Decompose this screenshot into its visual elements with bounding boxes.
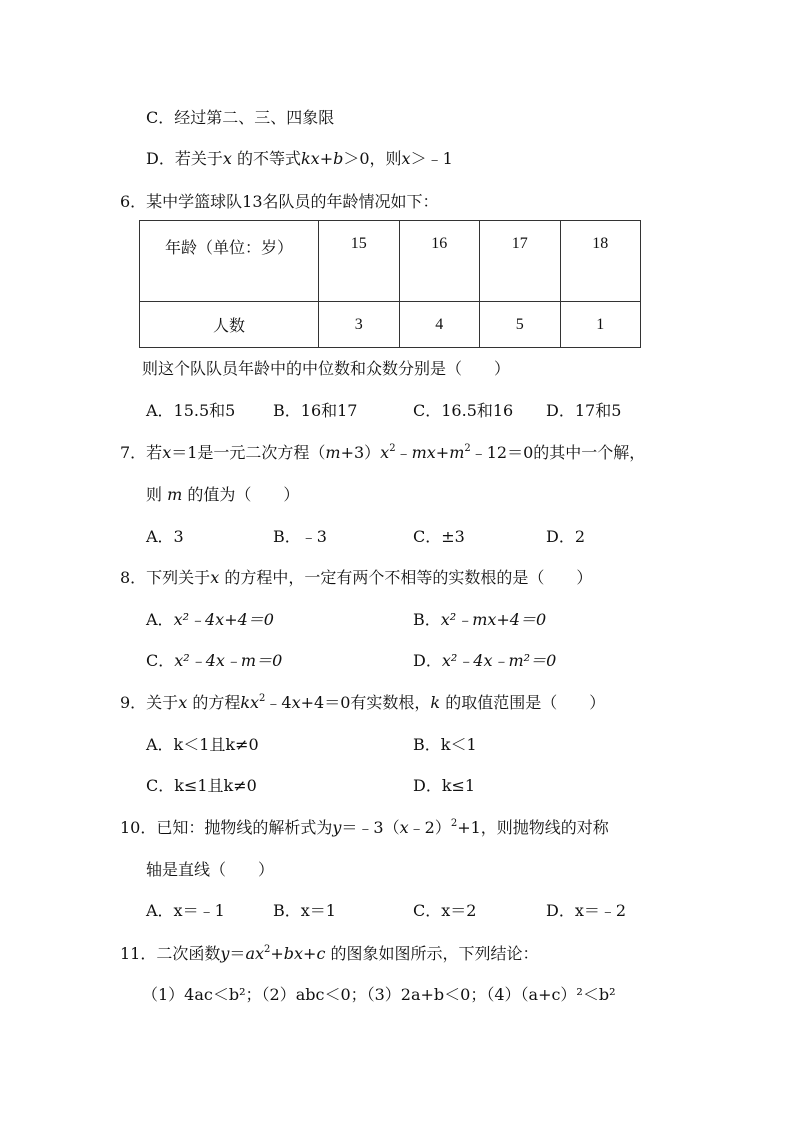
text: 11．二次函数 [120,944,221,963]
age-table [139,220,641,348]
q10-option-b[interactable]: B．x＝1 [273,901,336,920]
var: x [401,149,411,168]
var: kx [240,693,260,712]
q6-option-c[interactable]: C．16.5和16 [413,401,514,420]
exponent: 2 [389,443,396,454]
table-cell-count: 3 [319,302,400,348]
text: 7．若 [120,443,163,462]
table-cell-count: 1 [560,302,641,348]
text: 10．已知：抛物线的解析式为 [120,818,333,837]
q6-option-d[interactable]: D．17和5 [546,401,622,420]
table-count-label: 人数 [140,302,319,348]
text: 的图象如图所示，下列结论： [330,944,539,963]
text: + [435,443,450,462]
q7-option-b[interactable]: B．﹣3 [273,527,327,546]
var: bx [283,944,304,963]
text: ＞0，则 [343,149,402,168]
q7-stem [120,443,645,463]
text: 9．关于 [120,693,179,712]
q7-option-c[interactable]: C．±3 [413,527,465,546]
text: 的方程中，一定有两个不相等的实数根的是（ ） [224,568,593,587]
text: + [270,944,284,963]
q11-conclusions: （1）4ac＜b²；（2）abc＜0；（3）2a+b＜0；（4）（a+c）²＜b² [142,985,616,1004]
option-expression: x²﹣4x+4＝0 [173,610,274,629]
var: x [399,818,409,837]
exponent: 2 [450,818,458,829]
var: x [222,149,232,168]
text: +3） [340,443,381,462]
var: mx [411,443,436,462]
var: c [316,944,326,963]
option-expression: x²﹣mx+4＝0 [440,610,547,629]
q5-option-c: C．经过第二、三、四象限 [146,108,335,127]
var: x [380,443,390,462]
text: ＞﹣1 [410,149,453,168]
text: + [319,149,334,168]
text: ﹣ [395,443,412,462]
text: ＝ [229,944,246,963]
q6-question: 则这个队队员年龄中的中位数和众数分别是（ ） [142,359,511,378]
text: +1，则抛物线的对称 [457,818,609,837]
table-row-counts [140,302,641,348]
q6-option-b[interactable]: B．16和17 [273,401,358,420]
q10-option-d[interactable]: D．x＝﹣2 [546,901,627,920]
q7-option-a[interactable]: A．3 [146,527,184,546]
q8-stem [120,568,592,588]
option-letter: A． [146,610,174,629]
text: ﹣12＝0的其中一个解， [470,443,646,462]
var: x [178,693,188,712]
q9-option-c[interactable]: C．k≤1且k≠0 [146,776,257,795]
var: x [291,693,301,712]
option-expression: x²﹣4x﹣m²＝0 [441,651,557,670]
q7-option-d[interactable]: D．2 [546,527,586,546]
q10-option-c[interactable]: C．x＝2 [413,901,477,920]
table-row-ages [140,221,641,302]
var: m [167,485,183,504]
text: ﹣2） [408,818,451,837]
q9-option-a[interactable]: A．k＜1且k≠0 [146,735,259,754]
q9-option-b[interactable]: B．k＜1 [413,735,477,754]
table-cell-age: 18 [560,221,641,302]
q9-option-d[interactable]: D．k≤1 [413,776,476,795]
q11-stem [120,944,539,964]
var: m [449,443,465,462]
option-letter: D． [413,651,442,670]
text: ﹣4 [265,693,292,712]
text: 8．下列关于 [120,568,211,587]
q8-option-d[interactable] [413,651,556,671]
exponent: 2 [259,693,266,704]
q5-option-d [146,149,453,169]
table-header-label: 年龄（单位：岁） [140,221,319,302]
text: ＝﹣3（ [341,818,400,837]
table-cell-age: 15 [319,221,400,302]
text: 的取值范围是（ ） [445,693,606,712]
q8-option-b[interactable] [413,610,546,630]
option-letter: C． [146,651,175,670]
option-expression: x²﹣4x﹣m＝0 [174,651,283,670]
table-cell-age: 16 [399,221,480,302]
text: ＝1是一元二次方程（ [171,443,326,462]
var: x [210,568,220,587]
text: 则 [146,485,163,504]
table-cell-count: 5 [480,302,561,348]
text: 的方程 [192,693,241,712]
q6-option-a[interactable]: A．15.5和5 [146,401,236,420]
q6-stem: 6．某中学篮球队13名队员的年龄情况如下： [120,192,439,211]
var: y [220,944,230,963]
text: 的不等式 [236,149,301,168]
table-cell-count: 4 [399,302,480,348]
option-letter: B． [413,610,441,629]
table-cell-age: 17 [480,221,561,302]
exponent: 2 [464,443,471,454]
var: x [162,443,172,462]
q9-stem [120,693,605,713]
var: y [332,818,342,837]
var: b [333,149,344,168]
exponent: 2 [264,944,271,955]
q10-stem [120,818,609,838]
text: D．若关于 [146,149,223,168]
q7-stem-line2 [146,485,299,505]
q8-option-c[interactable] [146,651,282,671]
q10-stem-line2: 轴是直线（ ） [146,860,275,879]
text: + [303,944,317,963]
text: +4＝0有实数根， [300,693,431,712]
var: ax [245,944,264,963]
text: 的值为（ ） [187,485,300,504]
q10-option-a[interactable]: A．x＝﹣1 [146,901,225,920]
var: m [325,443,341,462]
q8-option-a[interactable] [146,610,274,630]
var: kx [300,149,320,168]
var: k [430,693,441,712]
